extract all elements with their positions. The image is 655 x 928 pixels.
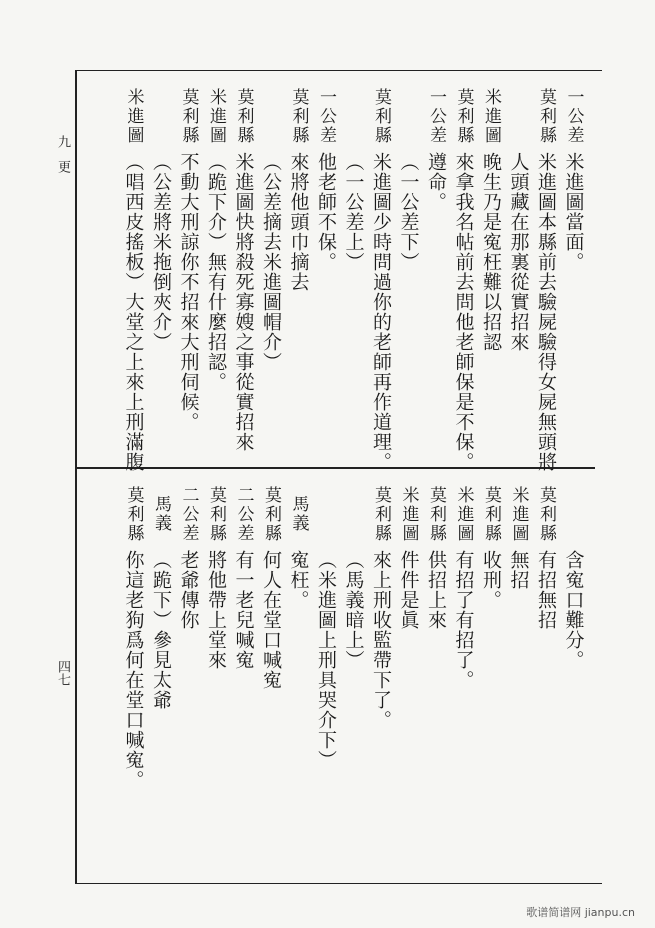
speaker-name: 二公差 — [233, 485, 254, 543]
dialogue-column — [120, 478, 146, 790]
dialogue-column — [203, 80, 229, 392]
speaker-name: 馬義 — [151, 495, 171, 533]
speaker-name: 莫利縣 — [371, 87, 391, 145]
dialogue-text: （跪下介）無有什麼招認。 — [205, 152, 227, 392]
dialogue-column — [148, 478, 174, 710]
dialogue-column — [258, 80, 284, 372]
speaker-name: 一公差 — [316, 87, 336, 145]
dialogue-column — [313, 80, 339, 272]
dialogue-text: 你這老狗爲何在堂口喊寃。 — [122, 550, 145, 790]
dialogue-column — [395, 80, 421, 272]
speaker-name: 莫利縣 — [481, 485, 501, 543]
speaker-name: 一公差 — [563, 87, 584, 145]
dialogue-text: 米進圖本縣前去驗屍驗得女屍無頭將 — [535, 152, 557, 472]
speaker-name: 莫利縣 — [178, 87, 199, 145]
speaker-name: 莫利縣 — [233, 87, 254, 145]
dialogue-text: （一公差上） — [342, 152, 365, 272]
speaker-name: 莫利縣 — [206, 485, 226, 543]
speaker-name: 莫利縣 — [426, 485, 446, 543]
dialogue-column — [423, 80, 449, 212]
dialogue-column — [450, 80, 476, 472]
dialogue-text: 來將他頭巾摘去 — [287, 152, 310, 292]
dialogue-text: 米進圖當面。 — [562, 152, 585, 272]
dialogue-text: （一公差下） — [397, 152, 420, 272]
dialogue-column — [148, 80, 174, 352]
dialogue-column — [423, 478, 449, 630]
speaker-name: 馬義 — [288, 495, 309, 533]
speaker-name: 莫利縣 — [453, 87, 474, 145]
speaker-name: 米進圖 — [206, 87, 226, 145]
dialogue-text: 來拿我名帖前去問他老師保是不保。 — [452, 152, 475, 472]
dialogue-column — [478, 80, 504, 352]
dialogue-column — [175, 80, 201, 432]
dialogue-text: 老爺傳你 — [177, 550, 200, 630]
dialogue-text: 將他帶上堂來 — [205, 550, 227, 670]
dialogue-text: （跪下）參見太爺 — [150, 550, 172, 710]
dialogue-column — [175, 478, 201, 630]
dialogue-text: 米進圖少時問過你的老師再作道理。 — [370, 152, 392, 472]
dialogue-column — [340, 80, 366, 272]
dialogue-column — [450, 478, 476, 690]
dialogue-column — [120, 80, 146, 472]
dialogue-text: 他老師不保。 — [315, 152, 337, 272]
dialogue-text: 有招了有招了。 — [452, 550, 475, 690]
dialogue-text: 有招無招 — [535, 550, 557, 630]
dialogue-column — [505, 478, 531, 590]
dialogue-column — [285, 80, 311, 292]
section-divider — [75, 467, 595, 469]
dialogue-column — [478, 478, 504, 610]
dialogue-column — [533, 478, 559, 630]
dialogue-column — [395, 478, 421, 630]
dialogue-text: 晚生乃是寃枉難以招認 — [480, 152, 502, 352]
speaker-name: 米進圖 — [453, 485, 474, 543]
dialogue-column — [258, 478, 284, 690]
dialogue-text: 人頭藏在那裏從實招來 — [507, 152, 530, 352]
dialogue-text: 件件是眞 — [397, 550, 420, 630]
dialogue-text: 寃枉。 — [287, 550, 310, 610]
speaker-name: 莫利縣 — [288, 87, 309, 145]
dialogue-text: 無招 — [507, 550, 530, 590]
dialogue-text: 遵命。 — [425, 152, 447, 212]
dialogue-column — [203, 478, 229, 670]
watermark: 歌谱简谱网 jianpu.cn — [526, 906, 635, 919]
speaker-name: 莫利縣 — [261, 485, 281, 543]
speaker-name: 米進圖 — [398, 485, 419, 543]
dialogue-text: （唱西皮搖板）大堂之上來上刑滿腹 — [122, 152, 145, 472]
dialogue-column — [368, 478, 394, 730]
dialogue-column — [560, 80, 586, 272]
dialogue-text: 含寃口難分。 — [562, 550, 585, 670]
dialogue-text: 供招上來 — [425, 550, 447, 630]
dialogue-text: 收刑。 — [480, 550, 502, 610]
dialogue-column — [230, 80, 256, 452]
speaker-name: 米進圖 — [481, 87, 501, 145]
speaker-name: 莫利縣 — [123, 485, 144, 543]
dialogue-column — [505, 80, 531, 352]
dialogue-text: 有一老兒喊寃 — [232, 550, 255, 670]
dialogue-column — [533, 80, 559, 472]
dialogue-column — [285, 478, 311, 610]
page-number: 四七 — [55, 660, 70, 686]
dialogue-column — [368, 80, 394, 472]
speaker-name: 一公差 — [426, 87, 446, 145]
dialogue-text: 米進圖快將殺死寡嫂之事從實招來 — [232, 152, 255, 452]
dialogue-text: （公差摘去米進圖帽介） — [260, 152, 282, 372]
dialogue-text: （公差將米拖倒夾介） — [150, 152, 172, 352]
dialogue-column — [560, 478, 586, 670]
speaker-name: 二公差 — [178, 485, 199, 543]
dialogue-text: （米進圖上刑具哭介下） — [315, 550, 337, 770]
dialogue-column — [340, 478, 366, 670]
dialogue-column — [230, 478, 256, 670]
book-title: 九更 — [55, 135, 70, 185]
dialogue-text: （馬義暗上） — [342, 550, 365, 670]
speaker-name: 莫利縣 — [536, 485, 556, 543]
speaker-name: 莫利縣 — [536, 87, 556, 145]
speaker-name: 莫利縣 — [371, 485, 391, 543]
dialogue-column — [313, 478, 339, 770]
speaker-name: 米進圖 — [508, 485, 529, 543]
dialogue-text: 不動大刑諒你不招來大刑伺候。 — [177, 152, 200, 432]
dialogue-text: 來上刑收監帶下了。 — [370, 550, 392, 730]
dialogue-text: 何人在堂口喊寃 — [260, 550, 282, 690]
speaker-name: 米進圖 — [123, 87, 144, 145]
